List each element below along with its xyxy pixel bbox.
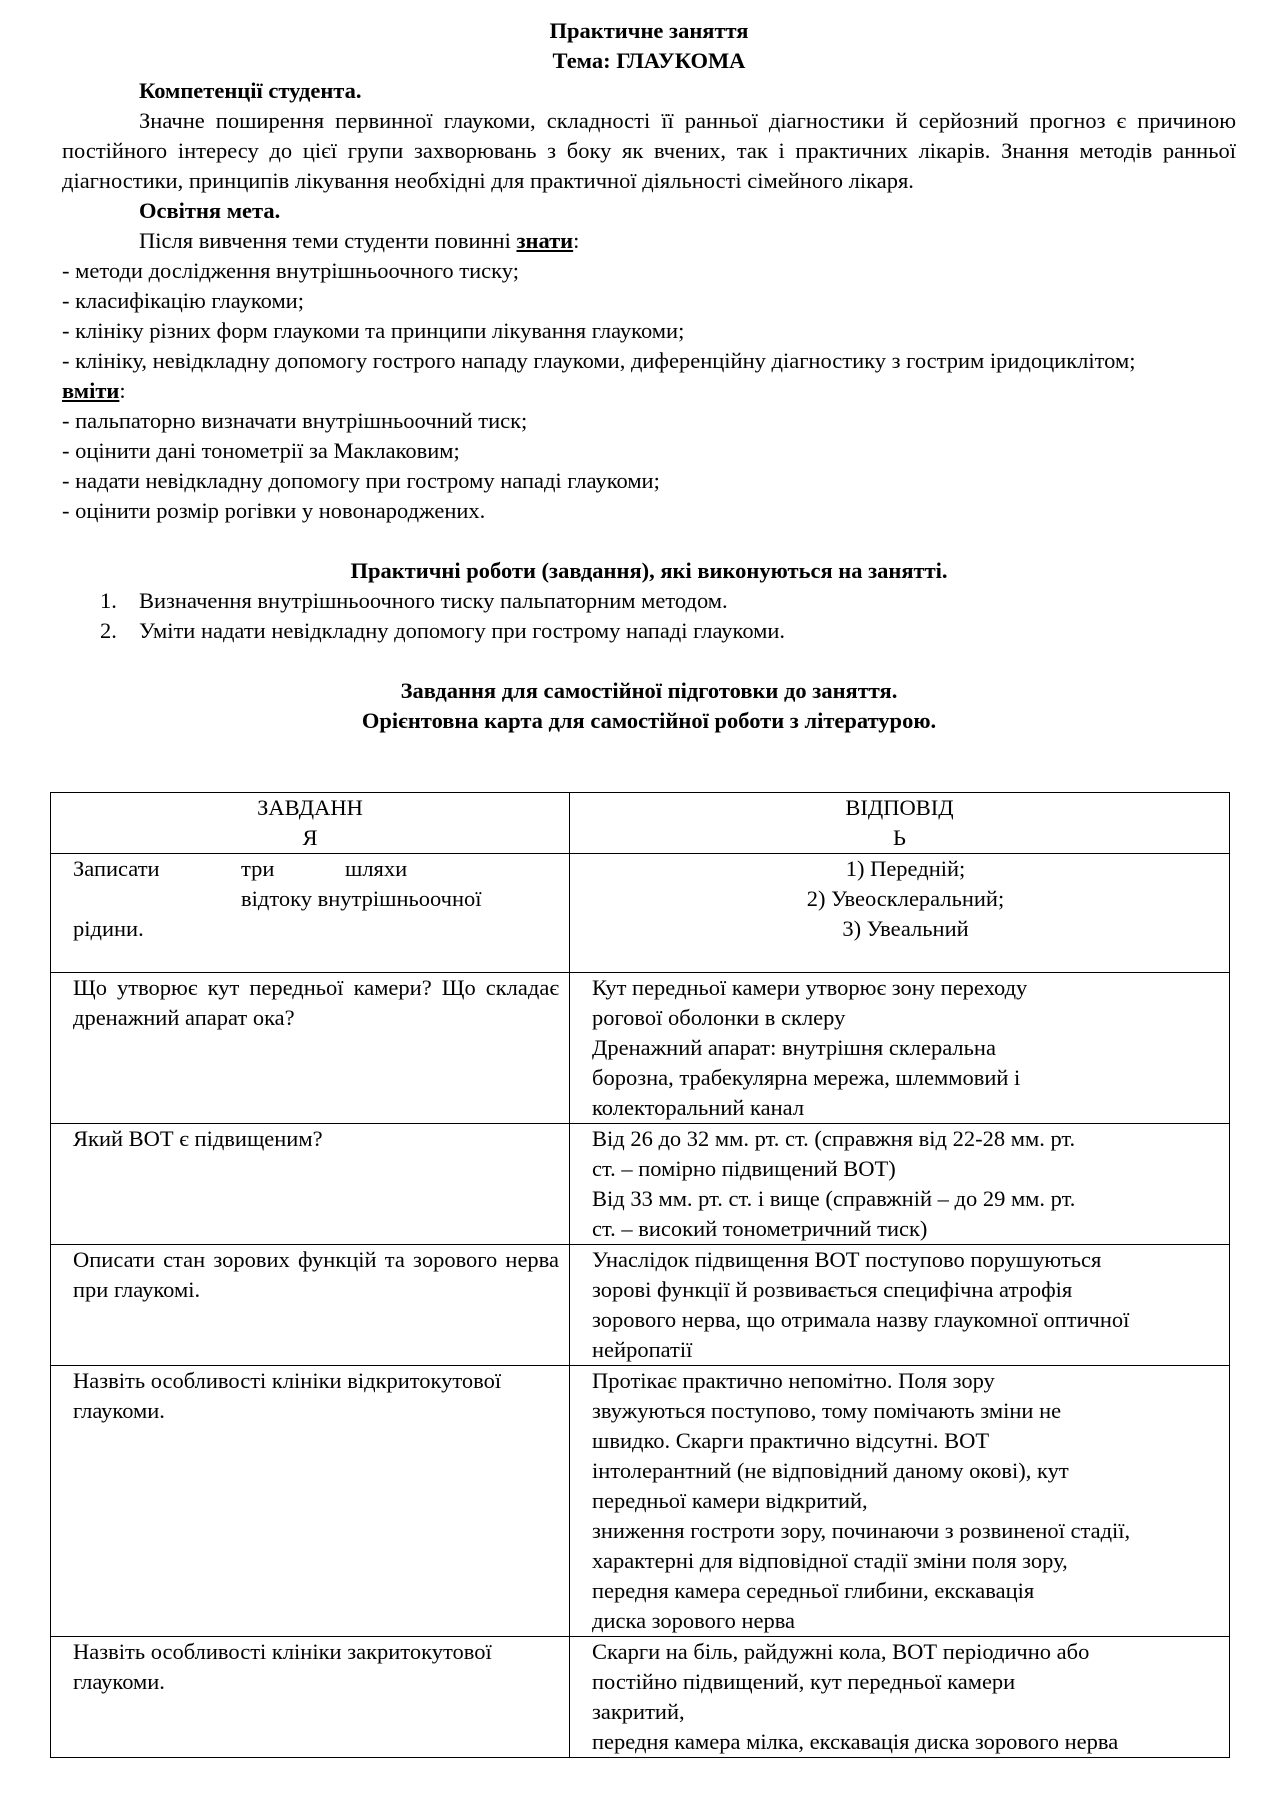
know-item: - клініку, невідкладну допомогу гострого нападу глаукоми, диференційну діагностику з гострим іридоциклітом; xyxy=(62,348,1136,373)
document-topic: Тема: ГЛАУКОМА xyxy=(552,48,746,73)
answer-line: Унаслідок підвищення ВОТ поступово порушуються xyxy=(592,1247,1102,1272)
list-item xyxy=(62,586,1236,616)
answer-line: передня камера мілка, екскавація диска зорового нерва xyxy=(592,1729,1119,1754)
answer-line: швидко. Скарги практично відсутні. ВОТ xyxy=(592,1428,990,1453)
goal-intro-prefix: Після вивчення теми студенти повинні xyxy=(139,228,517,253)
task-word: шляхи xyxy=(345,856,408,881)
can-intro xyxy=(62,376,1236,406)
answer-line: 3) Увеальний xyxy=(842,916,969,941)
task-word: Записати xyxy=(73,856,160,881)
table-row xyxy=(51,1245,1230,1366)
goal-intro-suffix: : xyxy=(573,228,580,253)
answer-line: Від 33 мм. рт. ст. і вище (справжній – до 29 мм. рт. xyxy=(592,1186,1076,1211)
answer-line: ст. – високий тонометричний тиск) xyxy=(592,1216,928,1241)
know-item: - методи дослідження внутрішньоочного тиску; xyxy=(62,258,519,283)
answer-line: 2) Увеосклеральний; xyxy=(806,886,1005,911)
can-item: - оцінити розмір рогівки у новонароджених. xyxy=(62,498,486,523)
answer-line: Кут передньої камери утворює зону переходу xyxy=(592,975,1028,1000)
practical-list xyxy=(62,586,1236,646)
answer-line: постійно підвищений, кут передньої камери xyxy=(592,1669,1016,1694)
can-item: - надати невідкладну допомогу при гострому нападі глаукоми; xyxy=(62,468,660,493)
answer-line: передньої камери відкритий, xyxy=(592,1488,868,1513)
table-cell-answer xyxy=(570,1245,1230,1366)
answer-line: характерні для відповідної стадії зміни поля зору, xyxy=(592,1548,1068,1573)
answer-line: диска зорового нерва xyxy=(592,1608,796,1633)
table-row xyxy=(51,1637,1230,1758)
table-cell-task: Що утворює кут передньої камери? Що складає дренажний апарат ока? xyxy=(51,973,570,1124)
task-word: рідини. xyxy=(73,916,144,941)
document-title: Практичне заняття xyxy=(549,18,749,43)
table-row xyxy=(51,973,1230,1124)
answer-line: звужуються поступово, тому помічають зміни не xyxy=(592,1398,1062,1423)
answer-line: Від 26 до 32 мм. рт. ст. (справжня від 22-28 мм. рт. xyxy=(592,1126,1076,1151)
answer-line: зорові функції й розвивається специфічна атрофія xyxy=(592,1277,1073,1302)
answer-line: закритий, xyxy=(592,1699,685,1724)
goal-heading: Освітня мета. xyxy=(139,198,281,223)
competence-text: Значне поширення первинної глаукоми, складності її ранньої діагностики й серйозний прогноз є причиною постійного інтересу до цієї групи захворювань з боку як вчених, так і практичних лікарів. Знання методів ранньої діагностики, принципів лікування необхідні для практичної діяльності сімейного лікаря. xyxy=(62,108,1236,193)
table-cell-answer xyxy=(570,1124,1230,1245)
list-number: 1. xyxy=(100,588,117,613)
orientation-table xyxy=(50,792,1230,1758)
list-number: 2. xyxy=(100,618,117,643)
list-text: Уміти надати невідкладну допомогу при гострому нападі глаукоми. xyxy=(139,618,786,643)
answer-line: 1) Передній; xyxy=(845,856,966,881)
table-row xyxy=(51,854,1230,973)
answer-line: Протікає практично непомітно. Поля зору xyxy=(592,1368,995,1393)
can-item: - пальпаторно визначати внутрішньоочний тиск; xyxy=(62,408,528,433)
document-page xyxy=(62,16,1236,736)
table-cell-answer xyxy=(570,973,1230,1124)
table-row xyxy=(51,1124,1230,1245)
table-cell-task: Назвіть особливості клініки закритокутової глаукоми. xyxy=(51,1637,570,1758)
answer-line: зниження гостроти зору, починаючи з розвиненої стадії, xyxy=(592,1518,1131,1543)
list-text: Визначення внутрішньоочного тиску пальпаторним методом. xyxy=(139,588,728,613)
competence-heading: Компетенції студента. xyxy=(139,78,362,103)
table-cell-task: Назвіть особливості клініки відкритокутової глаукоми. xyxy=(51,1366,570,1637)
answer-line: рогової оболонки в склеру xyxy=(592,1005,846,1030)
can-suffix: : xyxy=(119,378,126,403)
selfprep-heading: Завдання для самостійної підготовки до заняття. xyxy=(400,678,898,703)
answer-line: нейропатії xyxy=(592,1337,693,1362)
table-cell-answer xyxy=(570,854,1230,973)
column-header-answer: ВІДПОВІДЬ xyxy=(570,793,1230,854)
know-keyword: знати xyxy=(516,228,574,253)
table-cell-task: Який ВОТ є підвищеним? xyxy=(51,1124,570,1245)
goal-intro xyxy=(62,226,1236,256)
answer-line: ст. – помірно підвищений ВОТ) xyxy=(592,1156,896,1181)
table-header-row xyxy=(51,793,1230,854)
task-word: три xyxy=(241,856,275,881)
table-cell-answer xyxy=(570,1637,1230,1758)
table-cell-task: Описати стан зорових функцій та зорового нерва при глаукомі. xyxy=(51,1245,570,1366)
selfprep-subheading: Орієнтовна карта для самостійної роботи з літературою. xyxy=(361,708,937,733)
column-header-task: ЗАВДАННЯ xyxy=(51,793,570,854)
answer-line: передня камера середньої глибини, екскавація xyxy=(592,1578,1035,1603)
know-item: - клініку різних форм глаукоми та принципи лікування глаукоми; xyxy=(62,318,685,343)
list-item xyxy=(62,616,1236,646)
table-cell-task xyxy=(51,854,570,973)
answer-line: Дренажний апарат: внутрішня склеральна xyxy=(592,1035,996,1060)
can-keyword: вміти xyxy=(62,378,120,403)
table-row xyxy=(51,1366,1230,1637)
know-item: - класифікацію глаукоми; xyxy=(62,288,304,313)
answer-line: зорового нерва, що отримала назву глаукомної оптичної xyxy=(592,1307,1130,1332)
task-word: відтоку внутрішньоочної xyxy=(241,886,482,911)
answer-line: Скарги на біль, райдужні кола, ВОТ періодично або xyxy=(592,1639,1090,1664)
table-cell-answer xyxy=(570,1366,1230,1637)
can-item: - оцінити дані тонометрії за Маклаковим; xyxy=(62,438,460,463)
practical-heading: Практичні роботи (завдання), які виконуються на занятті. xyxy=(350,558,948,583)
answer-line: колекторальний канал xyxy=(592,1095,805,1120)
answer-line: борозна, трабекулярна мережа, шлеммовий і xyxy=(592,1065,1021,1090)
answer-line: інтолерантний (не відповідний даному окові), кут xyxy=(592,1458,1069,1483)
